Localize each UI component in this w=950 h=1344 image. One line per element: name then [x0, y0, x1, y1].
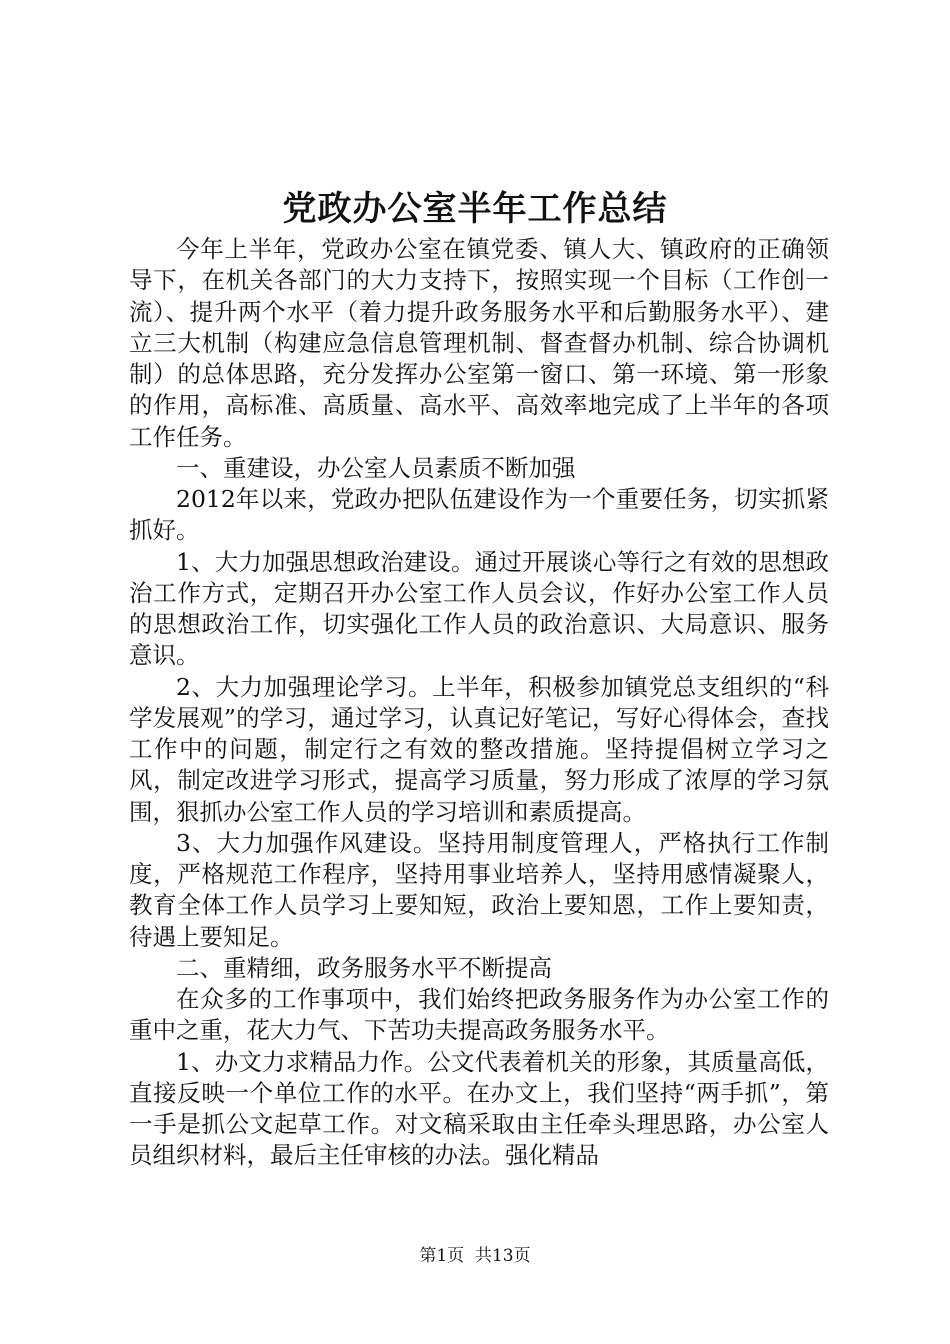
section-heading-1: 一、重建设，办公室人员素质不断加强: [176, 453, 576, 482]
body-paragraph: 1、办文力求精品力作。公文代表着机关的形象，其质量高低，直接反映一个单位工作的水平。在办文上，我们坚持“两手抓”，第一手是抓公文起草工作。对文稿采取由主任牵头理思路，办公室人员组织材料，最后主任审核的办法。强化精品: [129, 1047, 829, 1170]
page-number-label: 第1页 共13页: [419, 1246, 531, 1266]
intro-paragraph: 今年上半年，党政办公室在镇党委、镇人大、镇政府的正确领导下，在机关各部门的大力支持下，按照实现一个目标（工作创一流）、提升两个水平（着力提升政务服务水平和后勤服务水平）、建立三大机制（构建应急信息管理机制、督查督办机制、综合协调机制）的总体思路，充分发挥办公室第一窗口、第一环境、第一形象的作用，高标准、高质量、高水平、高效率地完成了上半年的各项工作任务。: [129, 235, 829, 451]
body-paragraph: 2、大力加强理论学习。上半年，积极参加镇党总支组织的“科学发展观”的学习，通过学习，认真记好笔记，写好心得体会，查找工作中的问题，制定行之有效的整改措施。坚持提倡树立学习之风，制定改进学习形式，提高学习质量，努力形成了浓厚的学习氛围，狠抓办公室工作人员的学习培训和素质提高。: [129, 672, 829, 826]
body-paragraph: 2012年以来，党政办把队伍建设作为一个重要任务，切实抓紧抓好。: [129, 485, 829, 545]
document-body: [129, 234, 829, 1172]
body-paragraph: 1、大力加强思想政治建设。通过开展谈心等行之有效的思想政治工作方式，定期召开办公室工作人员会议，作好办公室工作人员的思想政治工作，切实强化工作人员的政治意识、大局意识、服务意识。: [129, 547, 829, 670]
section-heading-2: 二、重精细，政务服务水平不断提高: [176, 953, 552, 982]
document-title: 党政办公室半年工作总结: [282, 189, 668, 229]
body-paragraph: 3、大力加强作风建设。坚持用制度管理人，严格执行工作制度，严格规范工作程序，坚持用事业培养人，坚持用感情凝聚人，教育全体工作人员学习上要知短，政治上要知恩，工作上要知责，待遇上要知足。: [129, 828, 829, 951]
body-paragraph: 在众多的工作事项中，我们始终把政务服务作为办公室工作的重中之重，花大力气、下苦功夫提高政务服务水平。: [129, 985, 829, 1045]
page-footer: [0, 1244, 950, 1268]
